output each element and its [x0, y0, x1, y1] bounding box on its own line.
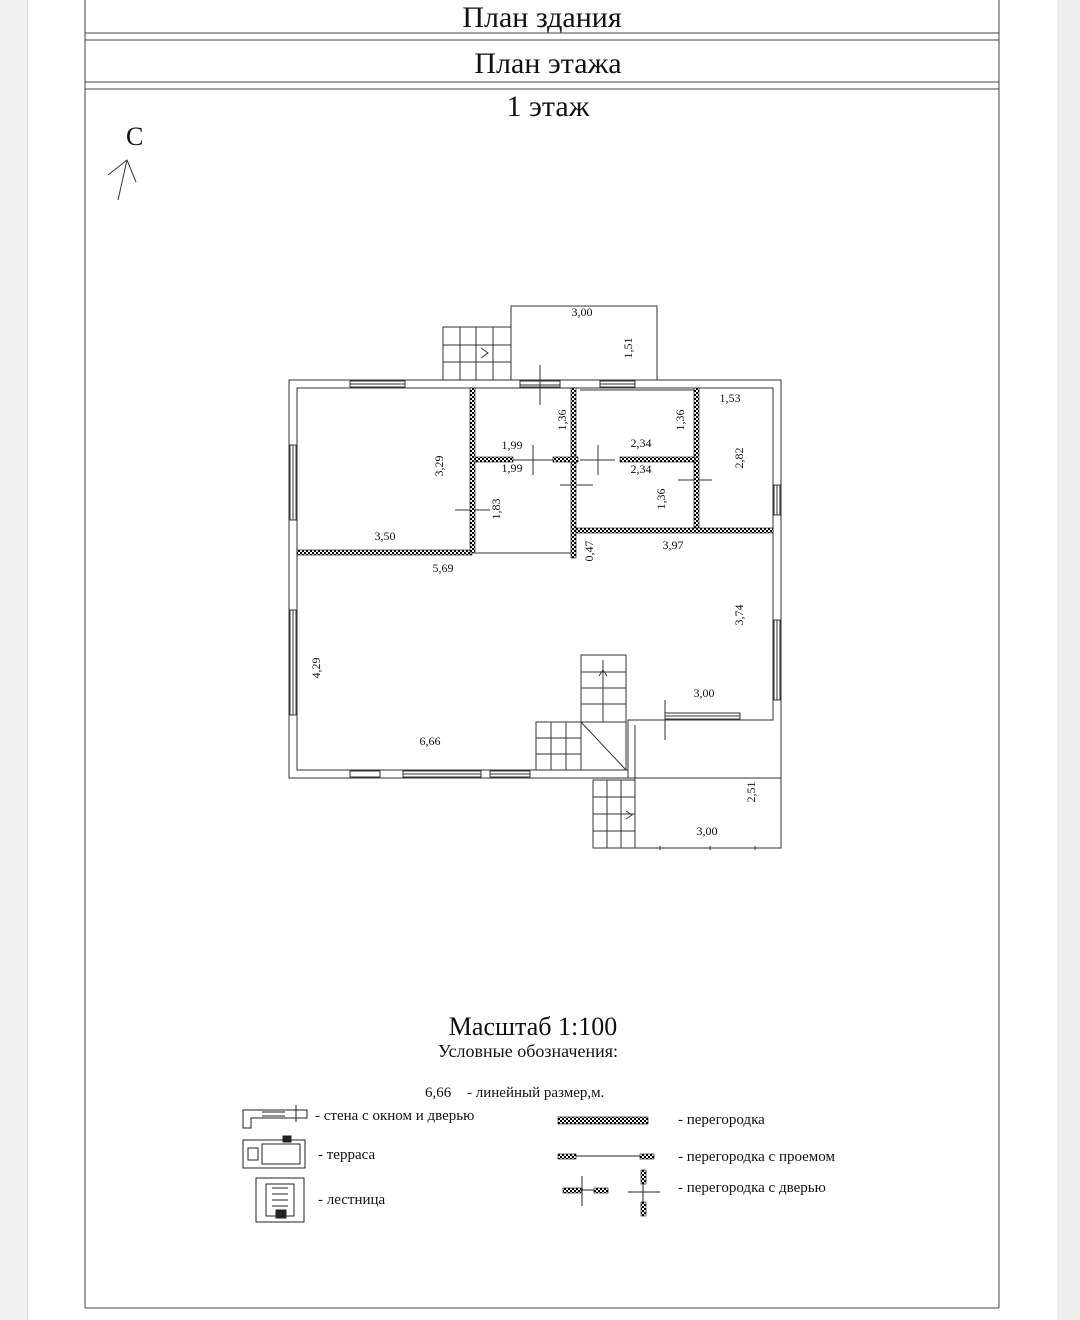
legend-terrace-icon — [243, 1136, 305, 1168]
dim-partition-gap: 0,47 — [582, 540, 596, 562]
dim-corridor-height-right: 1,36 — [673, 409, 687, 431]
dim-porch-depth: 1,51 — [621, 337, 635, 359]
legend-partition-door-desc: - перегородка с дверью — [678, 1180, 826, 1196]
dim-main-room-left: 4,29 — [309, 657, 323, 679]
dim-bath-width-2: 2,34 — [630, 462, 652, 476]
dim-corridor-b: 1,99 — [501, 461, 523, 475]
scale-label: Масштаб 1:100 — [448, 1012, 618, 1041]
legend-partition-opening-desc: - перегородка с проемом — [678, 1149, 836, 1165]
legend-partition-door-icon — [563, 1170, 660, 1216]
north-arrow-icon — [108, 160, 136, 200]
legend-partition-opening-icon — [558, 1154, 654, 1159]
dim-terrace-top: 3,00 — [693, 686, 715, 700]
dim-kitchen-width: 3,97 — [662, 538, 684, 552]
legend-terrace-desc: - терраса — [318, 1147, 376, 1163]
legend-wall-desc: - стена с окном и дверью — [315, 1108, 475, 1124]
dim-left-room-width: 3,50 — [374, 529, 396, 543]
title-building-plan: План здания — [462, 1, 622, 34]
dim-right-room-height: 2,82 — [732, 447, 746, 469]
dim-main-room-width: 6,66 — [419, 734, 441, 748]
windows-left — [290, 445, 296, 715]
dim-bath-width: 2,34 — [630, 436, 652, 450]
dim-left-room-height: 3,29 — [432, 455, 446, 477]
legend-dim-example: 6,66 — [425, 1085, 452, 1101]
south-stairs — [593, 780, 635, 848]
legend-partition-desc: - перегородка — [678, 1112, 765, 1128]
dim-hall-total: 5,69 — [432, 561, 454, 575]
title-block — [85, 0, 999, 1308]
dim-small-room-height: 1,83 — [489, 498, 503, 520]
dim-corridor-height-left: 1,36 — [555, 409, 569, 431]
dim-small-room-height-2: 1,36 — [654, 488, 668, 510]
legend-title: Условные обозначения: — [437, 1041, 619, 1061]
dim-porch-width: 3,00 — [571, 305, 593, 319]
title-floor-plan: План этажа — [474, 47, 622, 80]
partitions — [297, 388, 773, 558]
dim-right-room-width: 1,53 — [719, 391, 741, 405]
internal-stairs — [536, 655, 626, 770]
legend-stairs-desc: - лестница — [318, 1192, 386, 1208]
windows-right — [774, 485, 780, 700]
dim-corridor-a: 1,99 — [501, 438, 523, 452]
legend-stairs-icon — [256, 1178, 304, 1222]
legend-partition-icon — [558, 1117, 648, 1124]
title-floor-number: 1 этаж — [506, 90, 590, 123]
floor-plan — [289, 306, 781, 850]
windows-bottom — [350, 713, 740, 777]
north-stairs — [443, 327, 511, 380]
legend-dim-desc: - линейный размер,м. — [467, 1085, 605, 1101]
legend-wall-icon — [243, 1105, 307, 1128]
windows-top — [350, 381, 635, 387]
dim-terrace-bottom: 3,00 — [696, 824, 718, 838]
dim-main-room-right: 3,74 — [732, 604, 746, 626]
north-label: С — [126, 122, 144, 151]
dim-terrace-depth: 2,51 — [744, 781, 758, 803]
